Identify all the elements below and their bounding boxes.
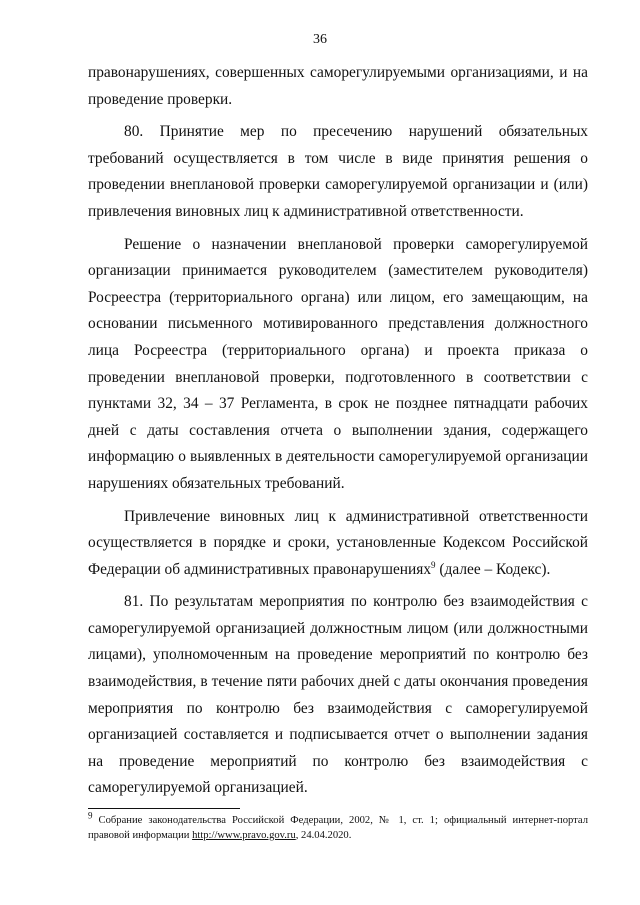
paragraph-81: 81. По результатам мероприятия по контролю без взаимодействия с саморегулируемой организацией должностным лицом (или должностными лицами), уполномоченным на проведение мероприятий по контролю без взаимодействия, в течение пяти рабочих дней с даты окончания проведения мероприятия по контролю без взаимодействия с саморегулируемой организацией составляется и подписывается отчет о выполнении задания на проведение мероприятий по контролю без взаимодействия с саморегулируемой организацией. bbox=[88, 593, 588, 797]
footnote-text: Собрание законодательства Российской Федерации, 2002, № 1, ст. 1; официальный интернет-портал правовой информации bbox=[88, 815, 588, 841]
footnote-link[interactable]: http://www.pravo.gov.ru bbox=[192, 830, 296, 841]
page-number: 36 bbox=[313, 32, 327, 47]
footnote-reference: 9 bbox=[431, 559, 436, 570]
footnote-text-tail: , 24.04.2020. bbox=[295, 830, 352, 841]
paragraph-liability bbox=[88, 504, 588, 584]
paragraph-liability-tail: (далее – Кодекс). bbox=[435, 560, 551, 578]
footnote-divider bbox=[88, 808, 240, 809]
footnote-mark: 9 bbox=[88, 810, 93, 821]
paragraph-80: 80. Принятие мер по пресечению нарушений обязательных требований осуществляется в том числе в виде принятия решения о проведении внеплановой проверки саморегулируемой организации и (или) привлечения виновных лиц к административной ответственности. bbox=[88, 123, 588, 220]
footnote bbox=[88, 810, 588, 843]
document-body bbox=[88, 60, 588, 808]
paragraph-continuation: правонарушениях, совершенных саморегулируемыми организациями, и на проведение проверки. bbox=[88, 64, 588, 108]
paragraph-decision: Решение о назначении внеплановой проверки саморегулируемой организации принимается руководителем (заместителем руководителя) Росреестра (территориального органа) или лицом, его замещающим, на основании письменного мотивированного представления должностного лица Росреестра (территориального органа) и проекта приказа о проведении внеплановой проверки, подготовленного в соответствии с пунктами 32, 34 – 37 Регламента, в срок не позднее пятнадцати рабочих дней с даты составления отчета о выполнении здания, содержащего информацию о выявленных в деятельности саморегулируемой организации нарушениях обязательных требований. bbox=[88, 235, 588, 492]
paragraph-liability-text: Привлечение виновных лиц к административной ответственности осуществляется в порядке и сроки, установленные Кодексом Российской Федерации об административных правонарушениях bbox=[88, 507, 588, 578]
